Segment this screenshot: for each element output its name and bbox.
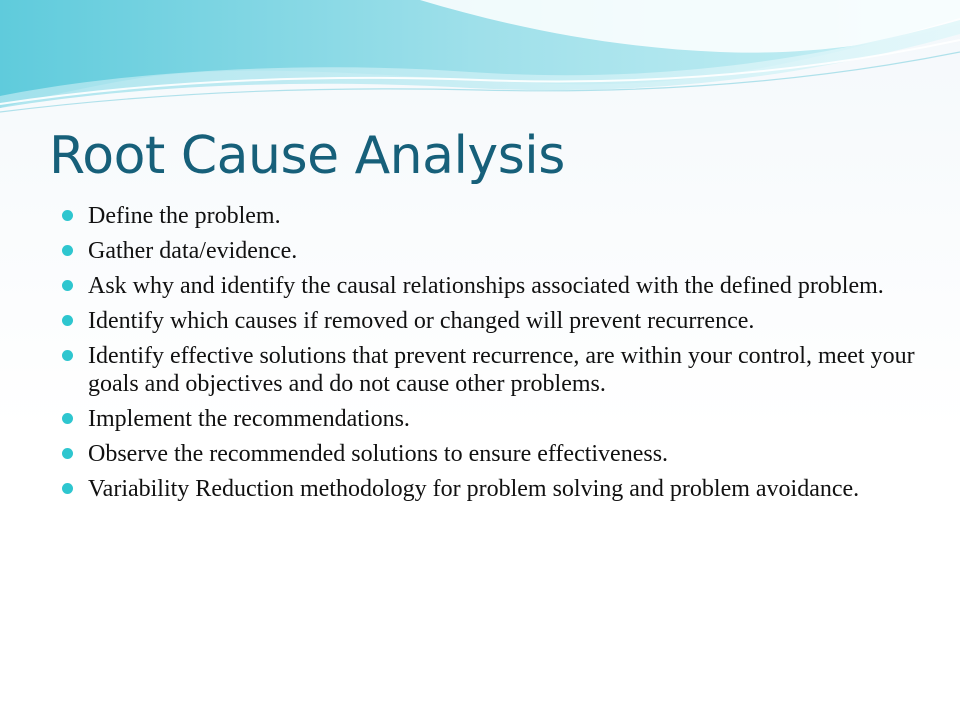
bullet-dot-icon [62, 350, 73, 361]
bullet-dot-icon [62, 483, 73, 494]
bullet-item [60, 237, 920, 265]
bullet-dot-icon [62, 448, 73, 459]
bullet-item [60, 475, 920, 503]
bullet-item [60, 307, 920, 335]
bullet-text: Implement the recommendations. [88, 406, 410, 432]
bullet-dot-icon [62, 210, 73, 221]
bullet-item [60, 342, 920, 398]
bullet-text: Ask why and identify the causal relationships associated with the defined problem. [88, 273, 884, 299]
bullet-dot-icon [62, 245, 73, 256]
bullet-item [60, 272, 920, 300]
bullet-item [60, 202, 920, 230]
bullet-text: Define the problem. [88, 203, 281, 229]
bullet-list [60, 202, 920, 510]
bullet-dot-icon [62, 315, 73, 326]
bullet-dot-icon [62, 280, 73, 291]
slide-title: Root Cause Analysis [49, 126, 565, 186]
bullet-item [60, 405, 920, 433]
bullet-dot-icon [62, 413, 73, 424]
bullet-text: Variability Reduction methodology for problem solving and problem avoidance. [88, 476, 860, 502]
bullet-text: Gather data/evidence. [88, 238, 298, 264]
bullet-text: Identify which causes if removed or changed will prevent recurrence. [88, 308, 755, 334]
bullet-text: Identify effective solutions that prevent recurrence, are within your control, meet your goals and objectives and do not cause other problems. [88, 343, 915, 397]
header-wave-decoration [0, 0, 960, 130]
bullet-item [60, 440, 920, 468]
bullet-text: Observe the recommended solutions to ensure effectiveness. [88, 441, 669, 467]
